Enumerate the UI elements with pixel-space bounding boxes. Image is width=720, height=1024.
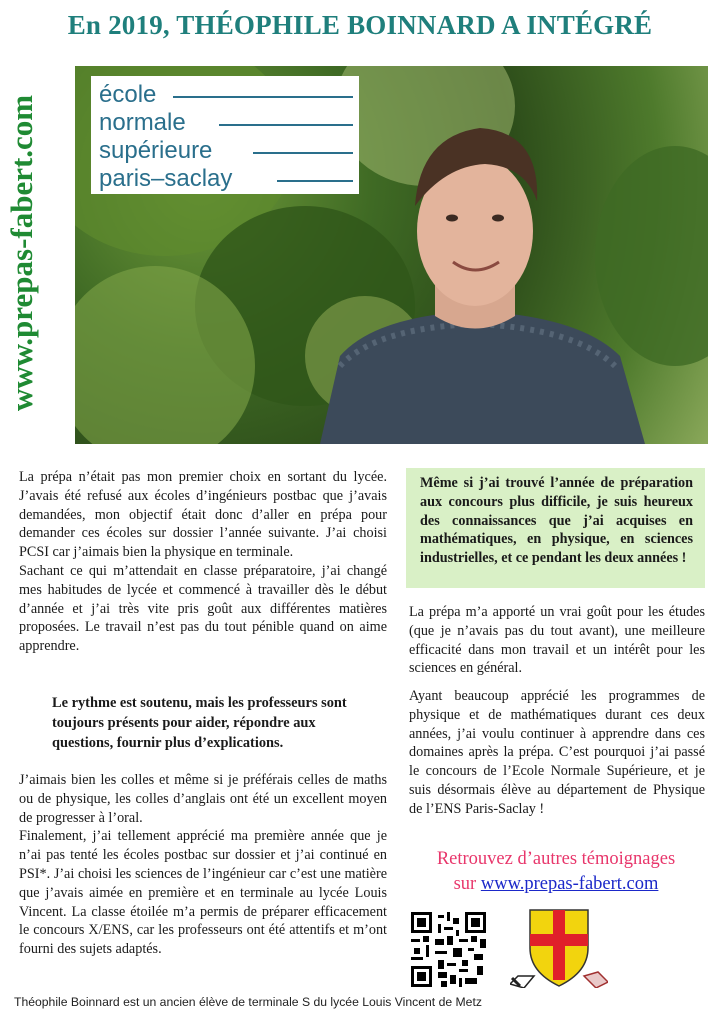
- cta-link-line: [406, 872, 706, 897]
- side-url-text: www.prepas-fabert.com: [4, 94, 39, 411]
- website-link[interactable]: www.prepas-fabert.com: [480, 874, 659, 894]
- left-paragraph-1: La prépa n’était pas mon premier choix en sortant du lycée. J’avais été refusé aux écoles d’ingénieurs postbac que j’avais demandées, mon objectif était donc d’aller en prépa pour demander ces écoles sur dossier l’année suivante. J’ai choisi PCSI car j’aimais bien la physique en terminale.: [19, 469, 387, 561]
- right-paragraph-2: Ayant beaucoup apprécié les programmes de physique et de mathématiques durant ces deux années, j’ai voulu continuer à apprendre dans ces domaines après la prépa. C’est pourquoi j’ai passé le concours de l’Ecole Normale Supérieure, et je suis désormais élève au département de Physique de l’ENS Paris-Saclay !: [409, 688, 705, 817]
- highlight-text: Même si j’ai trouvé l’année de préparation aux concours plus difficile, je suis heureux des connaissances que j’ai acquises en mathématiques, en physique, en sciences industrielles, et ce pendant les deux années !: [420, 475, 693, 567]
- pull-quote: Le rythme est soutenu, mais les professeurs sont toujours présents pour aider, répondre aux questions, fournir plus d’explications.: [52, 695, 347, 751]
- highlight-box: [406, 468, 705, 588]
- coat-of-arms-icon: [510, 906, 608, 988]
- ens-paris-saclay-logo: [91, 76, 359, 194]
- logo-rule-1: [173, 96, 353, 98]
- logo-rule-2: [219, 124, 353, 126]
- logo-rule-3: [253, 152, 353, 154]
- logo-rule-4: [277, 180, 353, 182]
- logo-line-3: supérieure: [99, 137, 213, 164]
- footer-caption: Théophile Boinnard est un ancien élève de terminale S du lycée Louis Vincent de Metz: [14, 995, 482, 1009]
- logo-line-1: école: [99, 81, 157, 108]
- student-photo: [75, 66, 708, 444]
- logo-line-4: paris–saclay: [99, 165, 233, 192]
- right-paragraph-1: La prépa m’a apporté un vrai goût pour les études (que je n’avais pas du tout avant), une meilleure efficacité dans mon travail et un intérêt pour les sciences en général.: [409, 604, 705, 677]
- left-column: [19, 468, 387, 656]
- qr-code[interactable]: [411, 912, 486, 987]
- side-url-banner: [2, 60, 42, 445]
- left-column-lower: [19, 771, 387, 959]
- left-paragraph-3: J’aimais bien les colles et même si je préférais celles de maths ou de physique, les colles d’anglais ont été un excellent moyen de progresser à l’oral.: [19, 772, 387, 826]
- cta-prefix: sur: [453, 874, 477, 894]
- cta-line: Retrouvez d’autres témoignages: [436, 849, 676, 869]
- page-headline: En 2019, THÉOPHILE BOINNARD A INTÉGRÉ: [67, 10, 653, 40]
- left-paragraph-4: Finalement, j’ai tellement apprécié ma première année que je n’ai pas tenté les écoles postbac sur dossier et j’ai continué en PSI*. J’ai choisi les sciences de l’ingénieur car c’est une matière que j’avais aimée en première et en terminale au lycée Louis Vincent. La classe étoilée m’a permis de préparer efficacement le concours X/ENS, car les professeurs ont été attentifs et m’ont fourni des sujets adaptés.: [19, 828, 387, 958]
- logo-line-2: normale: [99, 109, 186, 136]
- call-to-action: [406, 847, 706, 897]
- left-paragraph-2: Sachant ce qui m’attendait en classe préparatoire, j’ai changé mes habitudes de lycée et commencé à travailler dès le début d’année et j’ai très vite pris goût aux différentes matières proposées. Le travail n’est pas du tout pénible quand on aime apprendre.: [19, 562, 387, 655]
